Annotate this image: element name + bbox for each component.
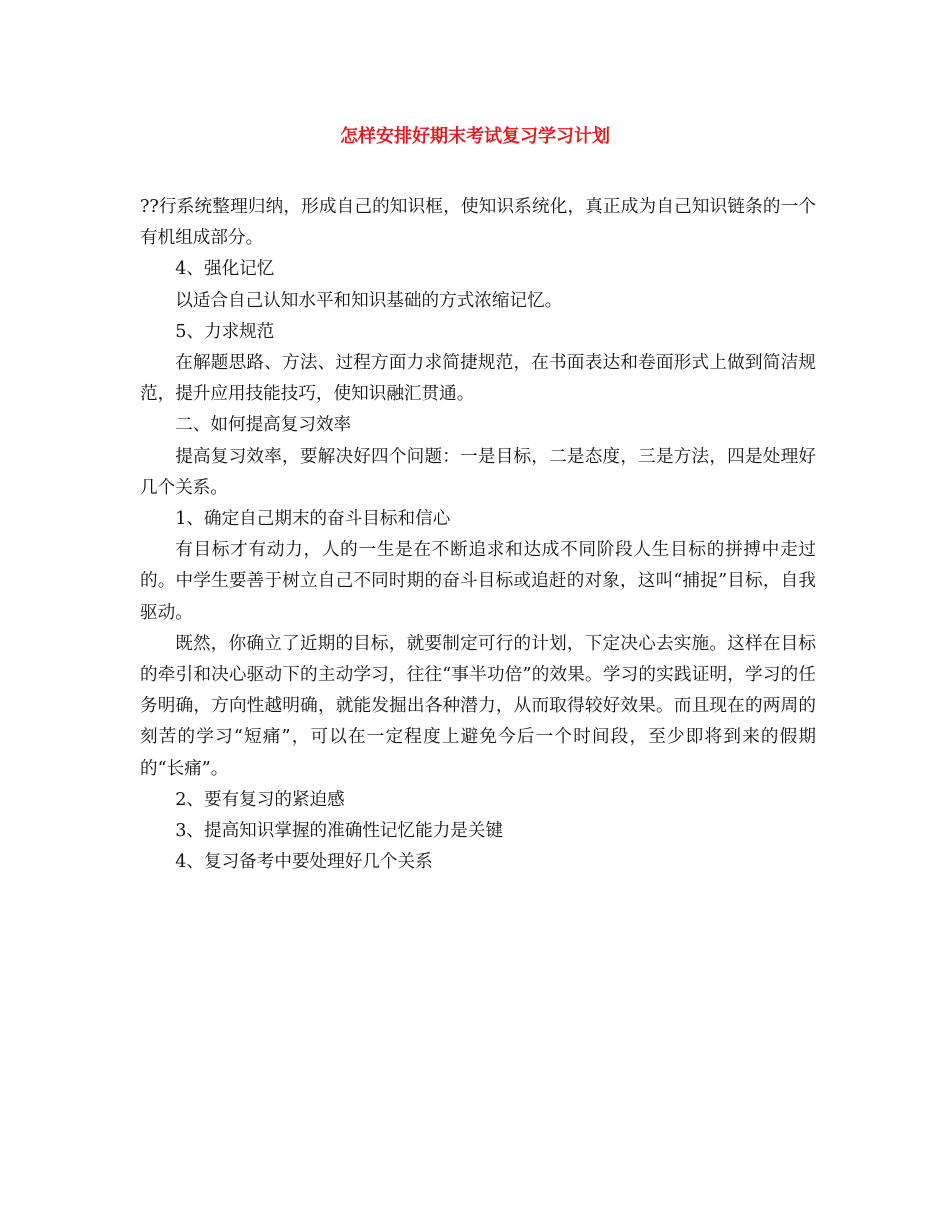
paragraph: 既然，你确立了近期的目标，就要制定可行的计划，下定决心去实施。这样在目标的牵引和决心驱动下的主动学习，往往“事半功倍”的效果。学习的实践证明，学习的任务明确，方向性越明确，就能发掘出各种潜力，从而取得较好效果。而且现在的两周的刻苦的学习“短痛”，可以在一定程度上避免今后一个时间段，至少即将到来的假期的“长痛”。 (140, 633, 816, 779)
section-heading: 4、强化记忆 (175, 259, 275, 280)
section-heading: 二、如何提高复习效率 (175, 415, 352, 436)
section-heading: 1、确定自己期末的奋斗目标和信心 (175, 509, 451, 530)
paragraph: 以适合自己认知水平和知识基础的方式浓缩记忆。 (175, 290, 563, 311)
paragraph: 在解题思路、方法、过程方面力求简捷规范，在书面表达和卷面形式上做到简洁规范，提升应用技能技巧，使知识融汇贯通。 (140, 353, 816, 405)
document-body (140, 192, 816, 878)
section-heading: 5、力求规范 (175, 321, 275, 342)
paragraph: 提高复习效率，要解决好四个问题：一是目标，二是态度，三是方法，四是处理好几个关系。 (140, 446, 816, 498)
section-heading: 3、提高知识掌握的准确性记忆能力是关键 (175, 821, 504, 842)
paragraph: ??行系统整理归纳，形成自己的知识框，使知识系统化，真正成为自己知识链条的一个有机组成部分。 (140, 197, 816, 249)
document-title: 怎样安排好期末考试复习学习计划 (340, 126, 610, 147)
section-heading: 2、要有复习的紧迫感 (175, 789, 345, 810)
section-heading: 4、复习备考中要处理好几个关系 (175, 852, 433, 873)
paragraph: 有目标才有动力，人的一生是在不断追求和达成不同阶段人生目标的拼搏中走过的。中学生要善于树立自己不同时期的奋斗目标或追赶的对象，这叫“捕捉”目标，自我驱动。 (140, 540, 816, 623)
